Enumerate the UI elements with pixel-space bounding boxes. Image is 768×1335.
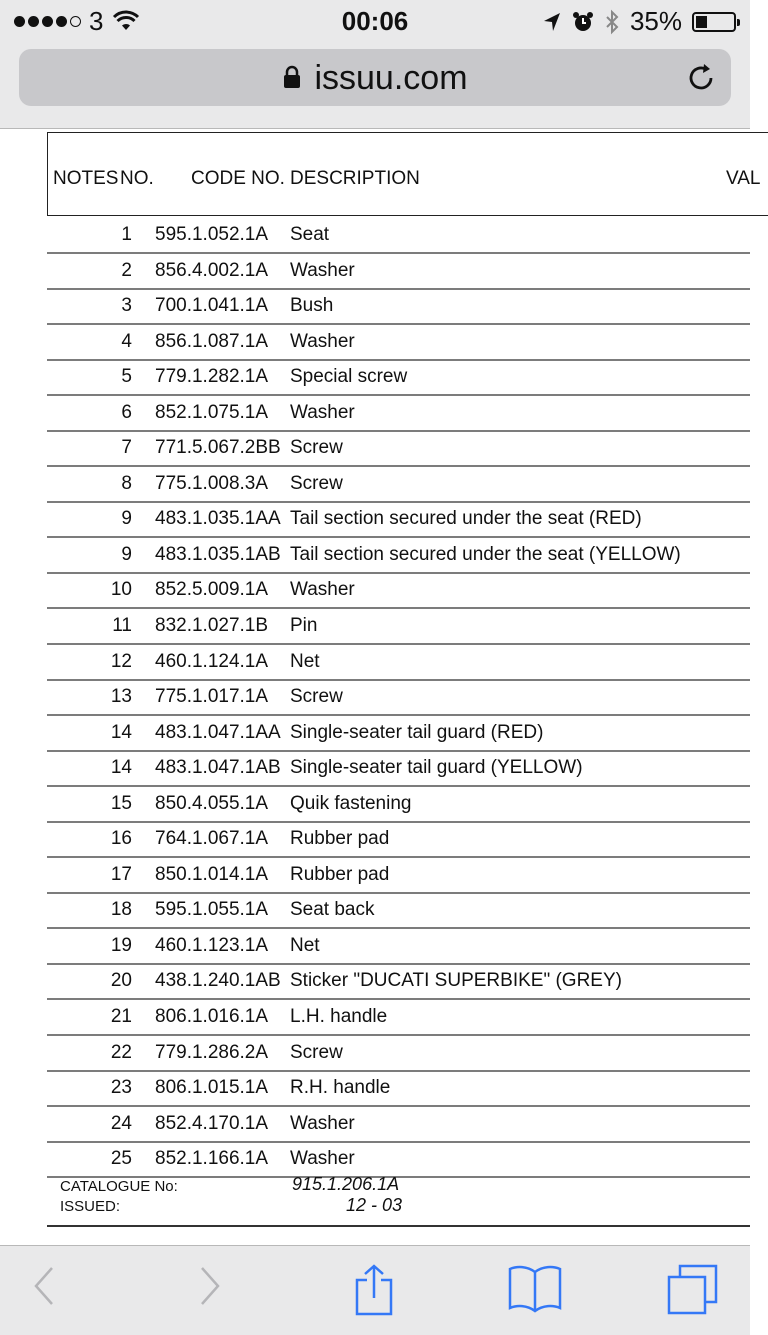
reload-icon[interactable] (685, 62, 717, 94)
row-description: Single-seater tail guard (YELLOW) (290, 757, 583, 779)
location-arrow-icon (542, 11, 562, 33)
table-row (47, 1072, 750, 1107)
table-row (47, 539, 750, 574)
bookmarks-icon[interactable] (507, 1264, 563, 1314)
browser-header (0, 40, 750, 129)
row-description: Rubber pad (290, 863, 390, 885)
table-row (47, 219, 750, 254)
row-number: 7 (121, 437, 132, 459)
row-number: 5 (121, 366, 132, 388)
parts-table (47, 219, 750, 1179)
row-description: Screw (290, 437, 343, 459)
url-domain: issuu.com (314, 59, 468, 97)
row-code: 764.1.067.1A (155, 828, 269, 850)
forward-icon[interactable] (198, 1264, 224, 1308)
table-row (47, 397, 750, 432)
row-number: 3 (121, 295, 132, 317)
row-number: 18 (110, 899, 132, 921)
share-icon[interactable] (353, 1264, 395, 1316)
row-code: 775.1.008.3A (155, 472, 269, 494)
row-number: 16 (110, 828, 132, 850)
carrier-name: 3 (89, 6, 104, 36)
table-row (47, 290, 750, 325)
issued-date: 12 - 03 (346, 1195, 403, 1215)
row-description: Rubber pad (290, 828, 390, 850)
row-number: 9 (121, 543, 132, 565)
row-code: 852.4.170.1A (155, 1112, 269, 1134)
row-code: 850.4.055.1A (155, 792, 269, 814)
row-number: 20 (110, 970, 132, 992)
table-row (47, 503, 750, 538)
row-number: 4 (121, 330, 132, 352)
row-description: Bush (290, 295, 334, 317)
row-number: 1 (121, 224, 132, 245)
row-code: 775.1.017.1A (155, 686, 269, 708)
row-code: 595.1.055.1A (155, 899, 269, 921)
clock: 00:06 (341, 6, 409, 36)
row-code: 852.1.075.1A (155, 401, 269, 423)
row-code: 700.1.041.1A (155, 295, 269, 317)
row-code: 779.1.286.2A (155, 1041, 269, 1063)
header-notes: NOTES (53, 168, 119, 189)
row-number: 12 (110, 650, 132, 672)
row-description: L.H. handle (290, 1006, 388, 1028)
table-row (47, 468, 750, 503)
row-code: 483.1.035.1AA (155, 508, 281, 530)
row-code: 779.1.282.1A (155, 366, 269, 388)
alarm-icon (572, 11, 594, 33)
row-number: 22 (110, 1041, 132, 1063)
status-right (542, 6, 736, 37)
row-description: Washer (290, 401, 355, 423)
row-code: 460.1.124.1A (155, 650, 269, 672)
table-row (47, 681, 750, 716)
table-header (47, 132, 768, 216)
back-icon[interactable] (30, 1264, 56, 1308)
table-row (47, 1037, 750, 1072)
row-number: 17 (110, 863, 132, 885)
row-description: Net (290, 934, 320, 956)
table-row (47, 1143, 750, 1178)
row-number: 10 (110, 579, 132, 601)
row-number: 15 (110, 792, 132, 814)
table-row (47, 432, 750, 467)
row-description: Seat (290, 224, 330, 245)
row-code: 483.1.035.1AB (155, 543, 281, 565)
row-description: Washer (290, 259, 355, 281)
row-number: 21 (110, 1006, 132, 1028)
row-code: 483.1.047.1AB (155, 757, 281, 779)
row-number: 6 (121, 401, 132, 423)
row-number: 23 (110, 1077, 132, 1099)
row-description: Screw (290, 472, 343, 494)
table-row (47, 610, 750, 645)
row-description: R.H. handle (290, 1077, 391, 1099)
tabs-icon[interactable] (667, 1264, 719, 1316)
catalogue-number: 915.1.206.1A (292, 1174, 400, 1194)
row-number: 14 (110, 721, 132, 743)
table-row (47, 894, 750, 929)
row-number: 8 (121, 472, 132, 494)
row-code: 832.1.027.1B (155, 615, 269, 637)
header-no: NO. (120, 168, 154, 189)
catalogue-values (280, 1174, 402, 1216)
row-number: 19 (110, 934, 132, 956)
battery-icon (692, 12, 736, 32)
row-code: 771.5.067.2BB (155, 437, 281, 459)
row-number: 9 (121, 508, 132, 530)
table-row (47, 1001, 750, 1036)
table-row (47, 326, 750, 361)
row-description: Sticker "DUCATI SUPERBIKE" (GREY) (290, 970, 622, 992)
table-row (47, 859, 750, 894)
row-description: Seat back (290, 899, 375, 921)
catalogue-label: CATALOGUE No: (60, 1178, 178, 1195)
header-code: CODE NO. (191, 168, 285, 189)
document-page (0, 129, 761, 1245)
row-number: 11 (112, 615, 132, 637)
row-description: Net (290, 650, 320, 672)
row-code: 852.1.166.1A (155, 1148, 269, 1170)
header-value: VAL (726, 168, 761, 189)
table-row (47, 930, 750, 965)
table-row (47, 255, 750, 290)
row-code: 806.1.016.1A (155, 1006, 269, 1028)
row-code: 595.1.052.1A (155, 224, 269, 245)
catalogue-info (60, 1177, 178, 1217)
row-number: 25 (110, 1148, 132, 1170)
bluetooth-icon (604, 10, 620, 34)
table-row (47, 574, 750, 609)
row-number: 24 (110, 1112, 132, 1134)
row-description: Quik fastening (290, 792, 412, 814)
row-code: 460.1.123.1A (155, 934, 269, 956)
row-description: Single-seater tail guard (RED) (290, 721, 544, 743)
table-row (47, 646, 750, 681)
row-code: 806.1.015.1A (155, 1077, 269, 1099)
row-description: Screw (290, 1041, 343, 1063)
row-description: Pin (290, 615, 318, 637)
row-number: 13 (110, 686, 132, 708)
table-row (47, 1108, 750, 1143)
table-row (47, 823, 750, 858)
row-code: 856.4.002.1A (155, 259, 269, 281)
table-row (47, 965, 750, 1000)
table-row (47, 788, 750, 823)
issued-label: ISSUED: (60, 1198, 121, 1215)
row-description: Washer (290, 1112, 355, 1134)
row-code: 850.1.014.1A (155, 863, 269, 885)
lock-icon (282, 65, 302, 89)
row-description: Washer (290, 1148, 355, 1170)
browser-toolbar (0, 1245, 750, 1335)
row-description: Tail section secured under the seat (RED) (290, 508, 642, 530)
row-code: 483.1.047.1AA (155, 721, 281, 743)
row-code: 438.1.240.1AB (155, 970, 281, 992)
row-description: Screw (290, 686, 343, 708)
table-row (47, 717, 750, 752)
status-bar (0, 0, 750, 40)
row-description: Washer (290, 579, 355, 601)
row-number: 14 (110, 757, 132, 779)
row-description: Tail section secured under the seat (YELLOW) (290, 543, 681, 565)
battery-percent: 35% (629, 6, 682, 36)
row-description: Washer (290, 330, 355, 352)
footer-divider (47, 1225, 750, 1227)
header-description: DESCRIPTION (290, 168, 420, 189)
row-number: 2 (121, 259, 132, 281)
row-code: 852.5.009.1A (155, 579, 269, 601)
address-bar[interactable] (19, 49, 731, 106)
table-row (47, 361, 750, 396)
row-code: 856.1.087.1A (155, 330, 269, 352)
row-description: Special screw (290, 366, 408, 388)
table-row (47, 752, 750, 787)
